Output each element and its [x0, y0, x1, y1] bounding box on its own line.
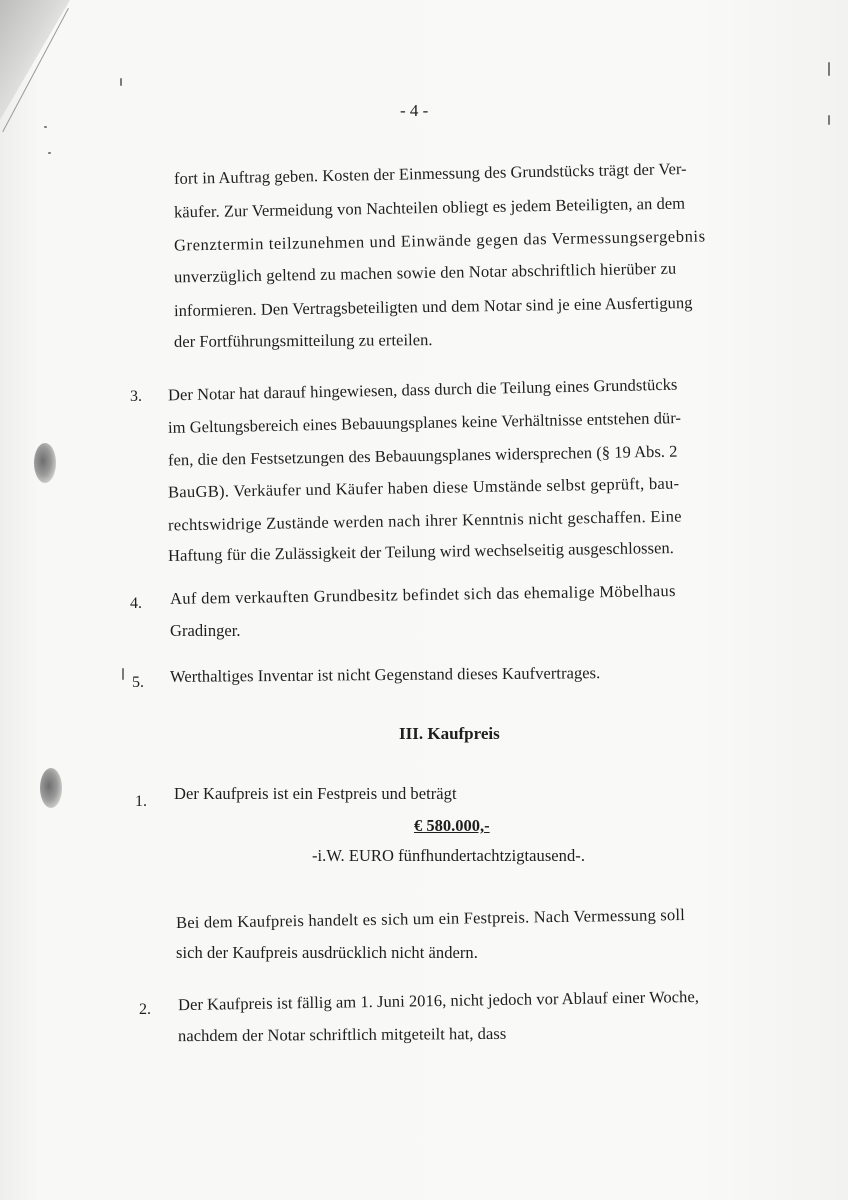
scan-speck — [44, 126, 47, 128]
text-line: der Fortführungsmitteilung zu erteilen. — [173, 330, 433, 351]
item-number: 5. — [132, 674, 144, 691]
text-line: Der Kaufpreis ist fällig am 1. Juni 2016, nicht jedoch vor Ablauf einer Woche, — [177, 986, 700, 1015]
price-in-words: -i.W. EURO fünfhundertachtzigtausend-. — [312, 846, 586, 865]
text-line: käufer. Zur Vermeidung von Nachteilen obliegt es jedem Beteiligten, an dem — [173, 193, 686, 222]
text-line: Haftung für die Zulässigkeit der Teilung wird wechselseitig ausgeschlossen. — [167, 538, 675, 565]
text-line: BauGB). Verkäufer und Käufer haben diese Umstände selbst geprüft, bau- — [167, 473, 680, 502]
text-line: Der Notar hat darauf hingewiesen, dass durch die Teilung eines Grundstücks — [167, 374, 678, 405]
item-number: 1. — [135, 793, 147, 810]
text-line: informieren. Den Vertragsbeteiligten und dem Notar sind je eine Ausfertigung — [173, 292, 693, 321]
text-line: Bei dem Kaufpreis handelt es sich um ein Festpreis. Nach Vermessung soll — [175, 905, 686, 932]
text-line: Der Kaufpreis ist ein Festpreis und beträgt — [174, 784, 457, 803]
item-number: 2. — [139, 1001, 151, 1018]
section-heading: III. Kaufpreis — [399, 724, 500, 743]
punch-hole-top — [34, 443, 56, 483]
scan-speck — [48, 152, 51, 154]
text-line: nachdem der Notar schriftlich mitgeteilt hat, dass — [177, 1023, 507, 1046]
scan-speck — [828, 62, 830, 76]
punch-hole-bottom — [40, 768, 62, 808]
folded-corner — [0, 0, 70, 120]
text-line: fort in Auftrag geben. Kosten der Einmessung des Grundstücks trägt der Ver- — [173, 159, 687, 188]
item-number: 3. — [130, 388, 142, 405]
text-line: Auf dem verkauften Grundbesitz befindet sich das ehemalige Möbelhaus — [169, 581, 676, 608]
text-line: unverzüglich geltend zu machen sowie den Notar abschriftlich hierüber zu — [173, 258, 677, 287]
scan-speck — [120, 78, 122, 86]
text-line: sich der Kaufpreis ausdrücklich nicht ändern. — [176, 943, 478, 962]
text-line: Grenztermin teilzunehmen und Einwände gegen das Vermessungsergebnis — [173, 226, 706, 255]
page-number: - 4 - — [400, 101, 429, 120]
text-line: im Geltungsbereich eines Bebauungsplanes keine Verhältnisse entstehen dür- — [167, 408, 682, 437]
purchase-price-amount: € 580.000,- — [414, 816, 490, 835]
text-line: rechtswidrige Zustände werden nach ihrer Kenntnis nicht geschaffen. Eine — [167, 506, 682, 535]
text-line: Werthaltiges Inventar ist nicht Gegenstand dieses Kaufvertrages. — [169, 663, 601, 686]
scan-speck — [122, 668, 124, 680]
item-number: 4. — [130, 595, 142, 612]
scan-speck — [828, 115, 830, 125]
text-line: fen, die den Festsetzungen des Bebauungsplanes widersprechen (§ 19 Abs. 2 — [167, 441, 678, 470]
text-line: Gradinger. — [170, 621, 241, 640]
